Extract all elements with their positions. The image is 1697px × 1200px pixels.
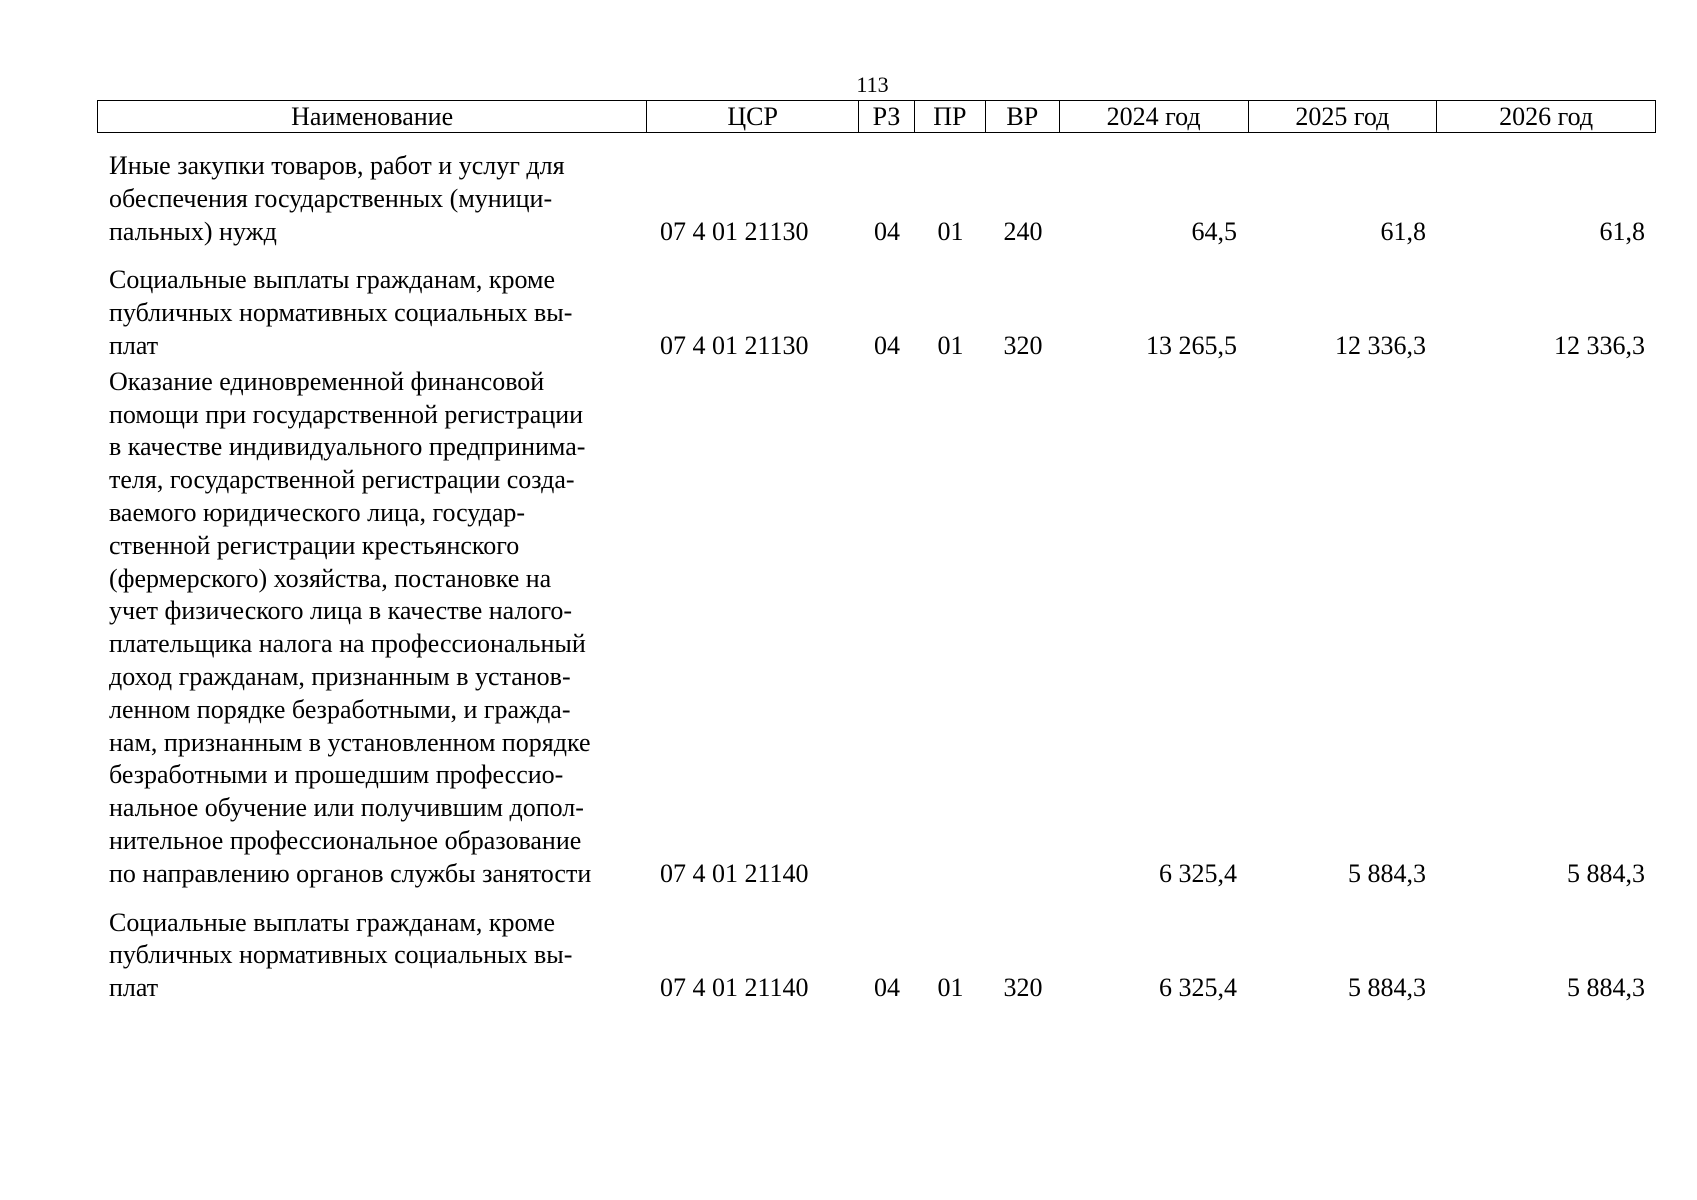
- name-line: публичных нормативных социальных вы-: [109, 940, 573, 970]
- name-line: ленном порядке безработными, и гражда-: [109, 694, 571, 724]
- row-name: [97, 366, 647, 891]
- row-2026: 5 884,3: [1567, 858, 1645, 888]
- row-2024: 6 325,4: [1159, 973, 1237, 1003]
- row-2025: 61,8: [1380, 216, 1426, 246]
- row-2024: 13 265,5: [1146, 330, 1237, 360]
- name-line: плат: [109, 973, 159, 1003]
- row-pr: 01: [937, 216, 964, 246]
- name-line: Социальные выплаты гражданам, кроме: [109, 907, 555, 937]
- table-row: [97, 366, 1656, 891]
- row-rz: 04: [874, 330, 900, 360]
- table-row: [97, 150, 1656, 248]
- name-line: ваемого юридического лица, государ-: [109, 497, 526, 527]
- name-line: (фермерского) хозяйства, постановке на: [109, 563, 552, 593]
- page-number: 113: [856, 72, 889, 97]
- row-pr: 01: [937, 330, 964, 360]
- header-csr: ЦСР: [647, 101, 859, 132]
- row-csr: 07 4 01 21140: [660, 973, 809, 1003]
- header-vr: ВР: [986, 101, 1060, 132]
- row-2026: 5 884,3: [1567, 973, 1645, 1003]
- name-line: Оказание единовременной финансовой: [109, 366, 545, 396]
- name-line: нительное профессиональное образование: [109, 825, 582, 855]
- name-line: обеспечения государственных (муници-: [109, 183, 553, 213]
- name-line: помощи при государственной регистрации: [109, 399, 584, 429]
- header-pr: ПР: [915, 101, 986, 132]
- name-line: доход гражданам, признанным в установ-: [109, 661, 571, 691]
- row-csr: 07 4 01 21140: [660, 858, 809, 888]
- row-vr: 240: [1003, 216, 1043, 246]
- name-line: Иные закупки товаров, работ и услуг для: [109, 151, 565, 180]
- row-name: [97, 264, 647, 362]
- name-line: учет физического лица в качестве налого-: [109, 596, 573, 626]
- name-line: Социальные выплаты гражданам, кроме: [109, 265, 555, 295]
- name-line: пальных) нужд: [109, 216, 277, 246]
- row-name: [97, 150, 647, 248]
- name-line: нальное обучение или получившим допол-: [109, 793, 584, 823]
- name-line: плат: [109, 330, 159, 360]
- row-2026: 61,8: [1599, 216, 1645, 246]
- row-2026: 12 336,3: [1554, 330, 1645, 360]
- row-2024: 6 325,4: [1159, 858, 1237, 888]
- name-line: в качестве индивидуального предпринима-: [109, 432, 586, 462]
- row-csr: 07 4 01 21130: [660, 216, 809, 246]
- name-line: публичных нормативных социальных вы-: [109, 298, 573, 328]
- row-2024: 64,5: [1191, 216, 1237, 246]
- table-row: [97, 907, 1656, 1005]
- name-line: плательщика налога на профессиональный: [109, 629, 586, 659]
- row-vr: 320: [1003, 973, 1043, 1003]
- table-row: [97, 264, 1656, 362]
- name-line: теля, государственной регистрации созда-: [109, 465, 575, 495]
- row-rz: 04: [874, 973, 900, 1003]
- header-name: Наименование: [98, 101, 647, 132]
- header-2024: 2024 год: [1060, 101, 1249, 132]
- header-2025: 2025 год: [1249, 101, 1438, 132]
- name-line: нам, признанным в установленном порядке: [109, 727, 591, 757]
- row-2025: 12 336,3: [1335, 330, 1426, 360]
- row-name: [97, 907, 647, 1005]
- row-vr: 320: [1003, 330, 1043, 360]
- header-rz: РЗ: [859, 101, 915, 132]
- table-header: [97, 100, 1656, 133]
- row-csr: 07 4 01 21130: [660, 330, 809, 360]
- row-2025: 5 884,3: [1348, 858, 1426, 888]
- row-rz: 04: [874, 216, 900, 246]
- header-2026: 2026 год: [1499, 102, 1594, 131]
- table-body: [97, 150, 1656, 1005]
- name-line: безработными и прошедшим профессио-: [109, 760, 564, 790]
- row-pr: 01: [937, 973, 964, 1003]
- name-line: ственной регистрации крестьянского: [109, 530, 520, 560]
- row-2025: 5 884,3: [1348, 973, 1426, 1003]
- name-line: по направлению органов службы занятости: [109, 858, 592, 888]
